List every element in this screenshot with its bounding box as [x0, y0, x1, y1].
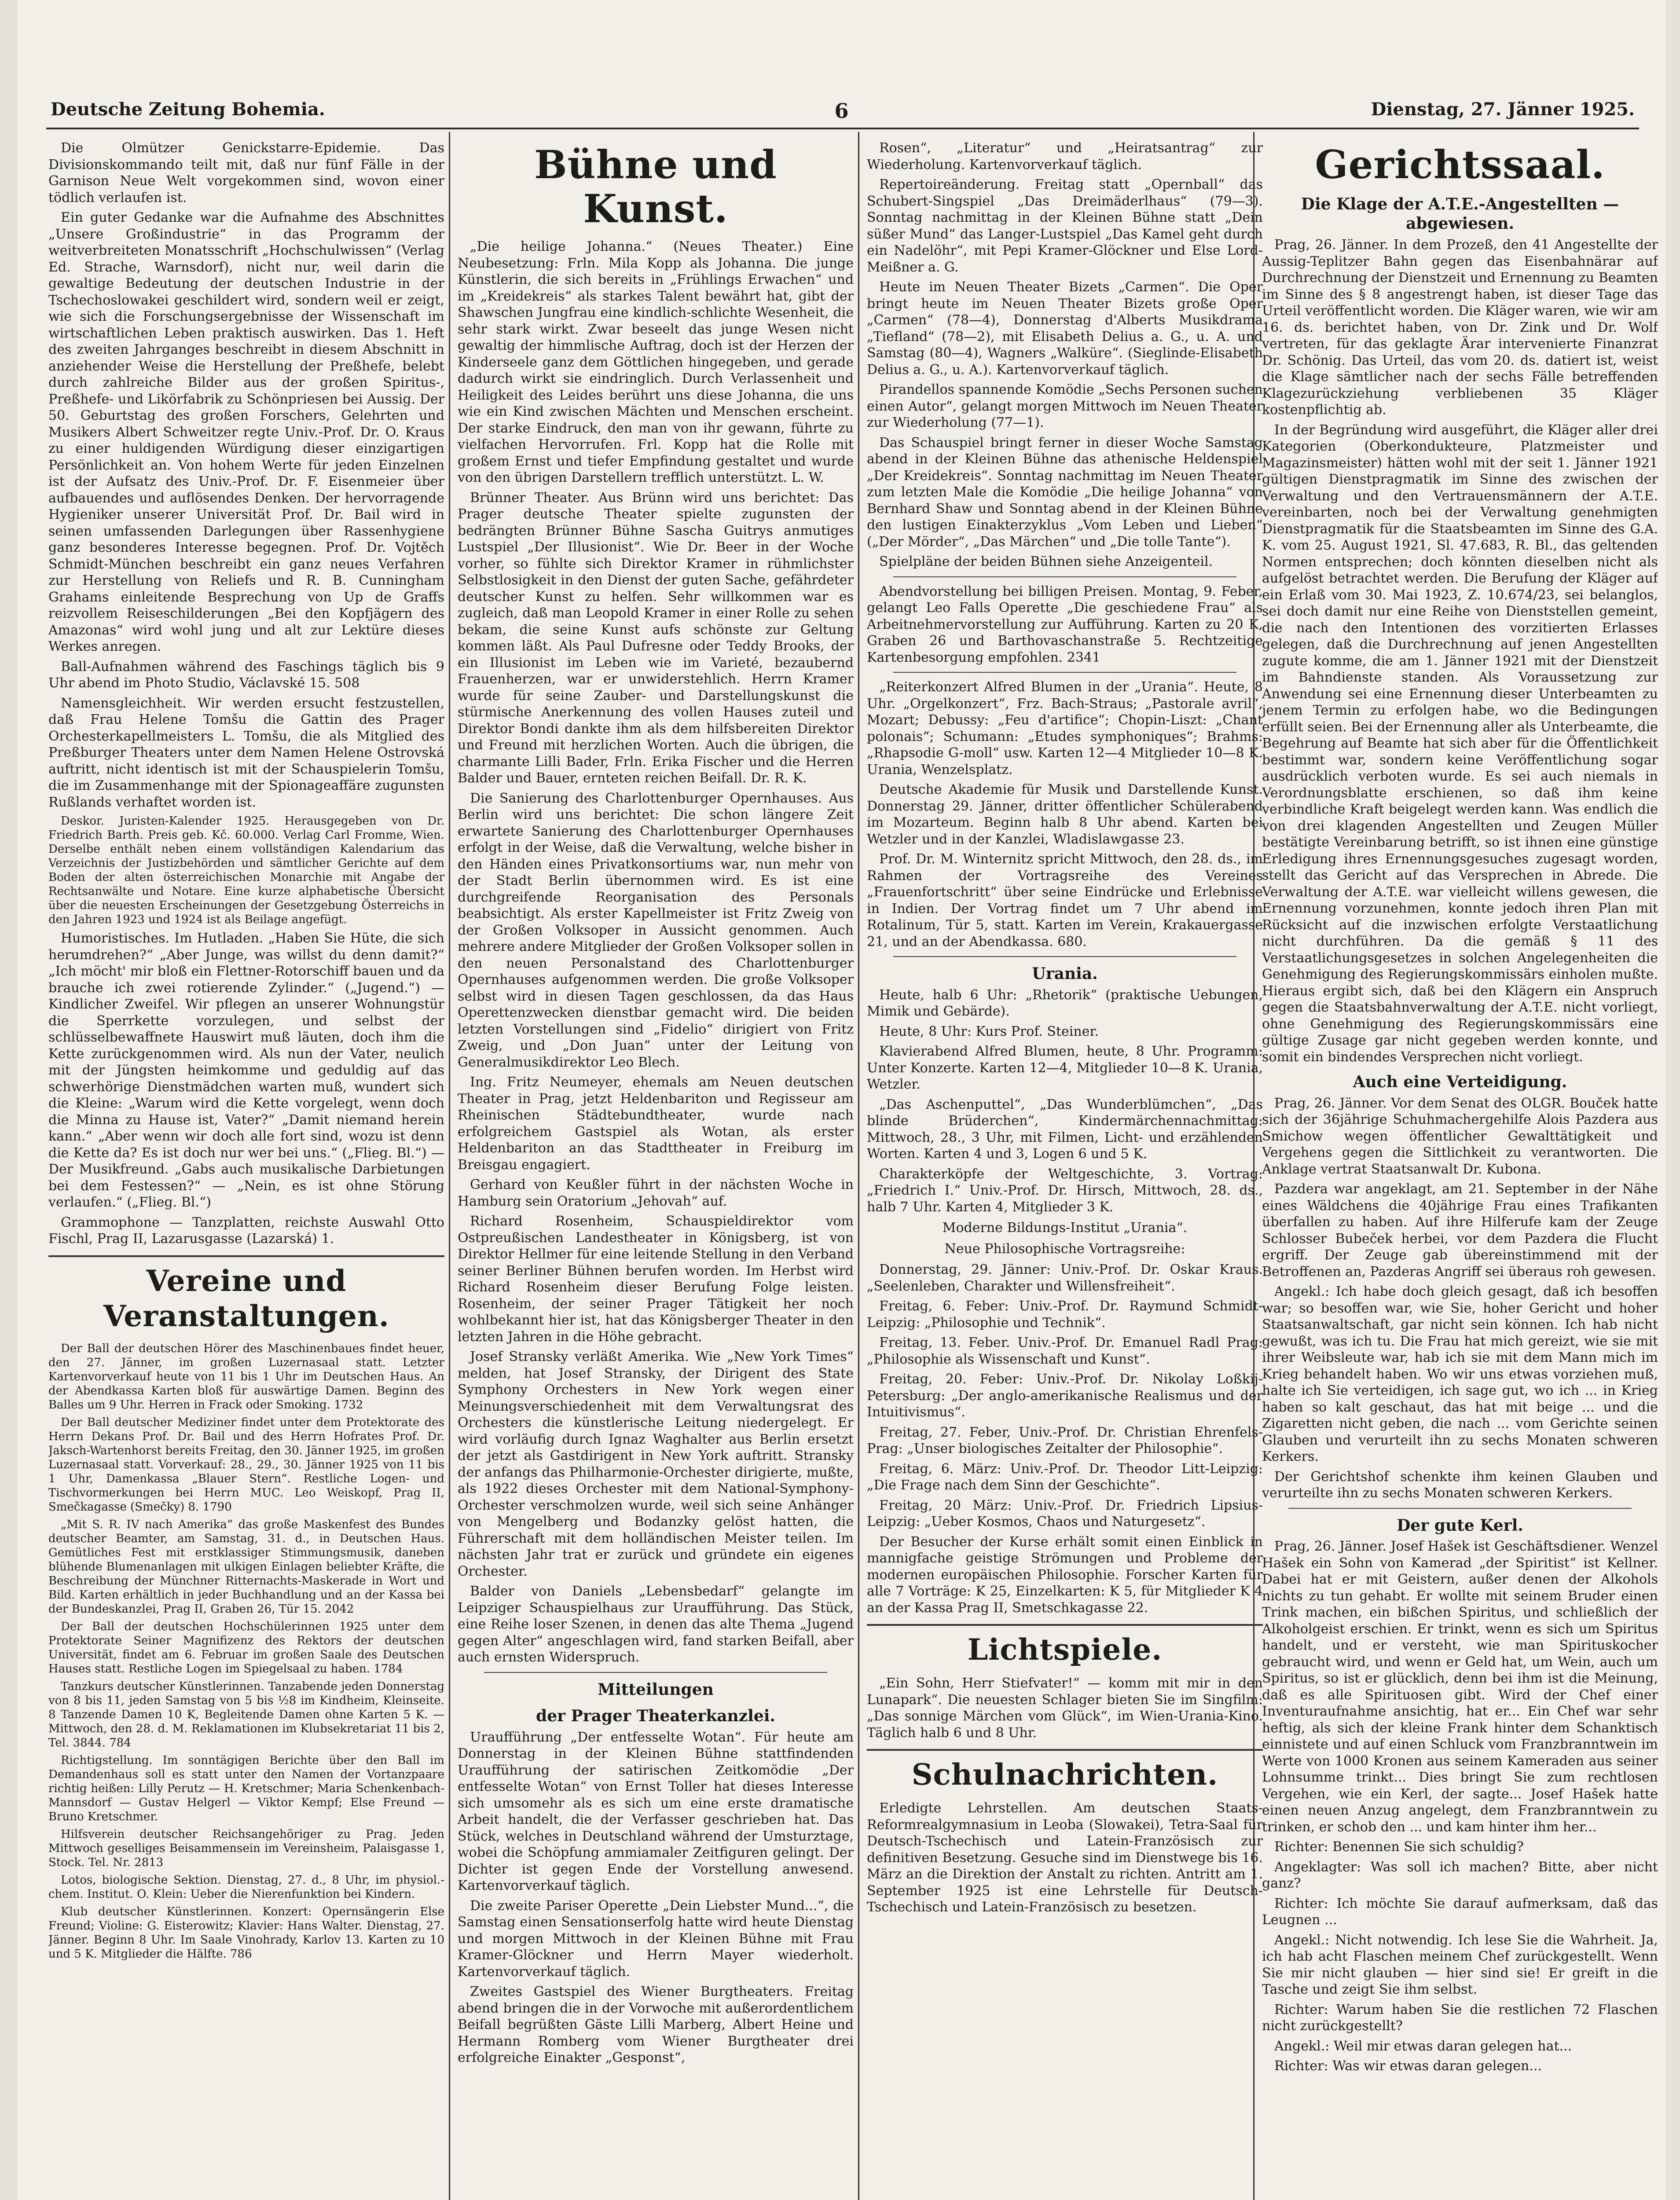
lecture-item: Freitag, 27. Feber, Univ.-Prof. Dr. Christian Ehrenfels-Prag: „Unser biologisches Zeitalter der Philosophie“. — [867, 1424, 1263, 1456]
column-divider — [449, 132, 450, 2200]
event-notice: „Mit S. R. IV nach Amerika“ das große Maskenfest des Bundes deutscher Beamter, am Samstag, 31. d., in Deutschen Haus. Gemütliches Fest mit erstklassiger Stimmungsmusik, daneben blühende Blumenanlagen mit ulkigen Einlagen beliebter Kräfte, die Beschreibung der Münchner Ritternachts-Maskerade in Wort und Bild. Karten erhältlich in jeder Buchhandlung und an der Kassa bei der Bundeskanzlei, Prag II, Graben 26, Tür 15. 2042 — [48, 1518, 444, 1616]
court-report: Prag, 26. Jänner. Vor dem Senat des OLGR. Bouček hatte sich der 36jährige Schuhmachergehilfe Alois Pazdera aus Smichow wegen öffentlicher Gewalttätigkeit und Vergehens gegen die Sittlichkeit zu verantworten. Die Anklage vertrat Staatsanwalt Dr. Kubona. — [1262, 1095, 1658, 1177]
section-rule — [48, 1255, 444, 1257]
urania-heading: Moderne Bildungs-Institut „Urania“. — [942, 1220, 1188, 1236]
court-report: Angekl.: Ich habe doch gleich gesagt, daß ich besoffen war; so besoffen war, wie Sie, hoher Gericht und hoher Staatsanwaltschaft, gar nicht sein können. Ich hab nicht gewußt, was ich tu. Die Frau hat mich gereizt, wie sie mit ihrer Weibsleute war, hab ich sie mit dem Mann mich im Krieg behandelt haben. Wo wir uns etwas vorziehen muß, halte ich Sie verteidigen, ich sage gut, wo ich ... in Krieg haben so kalt geschaut, das hat mit beige ... und die Zigaretten nicht geben, die nach ... vom Gerichte seinen Glauben und verurteilt ihn zu sechs Monaten schweren Kerkers. — [1262, 1284, 1658, 1464]
news-item: Josef Stransky verläßt Amerika. Wie „New York Times“ melden, hat Josef Stransky, der Dirigent des State Symphony Orchesters in New York wegen einer Meinungsverschiedenheit mit dem Verwaltungsrat des Orchesters die künstlerische Leitung niedergelegt. Er wird vorläufig durch Ignaz Waghalter aus Berlin ersetzt der jetzt als Gastdirigent in New York auftritt. Stransky der anfangs das Philharmonie-Orchester dirigierte, mußte, als 1922 dieses Orchester mit dem National-Symphony-Orchester verschmolzen wurde, weil sich seine Anhänger von Mengelberg und Bodanzky gelöst hatten, die Führerschaft mit dem holländischen Meister teilen. Im nächsten Jahr trat er zurück und gründete ein eigenes Orchester. — [458, 1349, 854, 1579]
column-1 — [48, 140, 444, 2200]
header-rule — [46, 128, 1639, 129]
lecture-item: Freitag, 13. Feber. Univ.-Prof. Dr. Emanuel Radl Prag: „Philosophie als Wissenschaft und Kunst“. — [867, 1335, 1263, 1367]
humor-item: Humoristisches. Im Hutladen. „Haben Sie Hüte, die sich herumdrehen?“ „Aber Junge, was willst du denn damit?“ „Ich möcht' mir bloß ein Flettner-Rotorschiff bauen und da brauche ich zwei rotierende Zylinder.“ („Jugend.“) — Kindlicher Zweifel. Wir pflegen an unserer Wohnungstür die Sperrkette vorzulegen, und selbst der schlüsselbewaffnete Hauswirt muß läuten, doch ihm die Kette zurückgenommen wird. Als nun der Vater, neulich mit der Jüngsten heimkomme und geduldig auf das schwerhörige Dienstmädchen warten muß, wundert sich die Kleine: „Warum wird die Kette vorgelegt, wenn doch die Minna zu Hause ist, Vater?“ „Damit niemand herein kann.“ „Aber wenn wir doch alle fort sind, wozu ist denn die Kette da? Es ist doch nur wer bei uns.“ („Flieg. Bl.“) — Der Musikfreund. „Gabs auch musikalische Darbietungen bei dem Festessen?“ — „Nein, es ist ohne Störung verlaufen.“ („Flieg. Bl.“) — [48, 931, 444, 1210]
lecture-item: Donnerstag, 29. Jänner: Univ.-Prof. Dr. Oskar Kraus. „Seelenleben, Charakter und Willensfreiheit“. — [867, 1262, 1263, 1294]
court-dialogue: Angekl.: Nicht notwendig. Ich lese Sie die Wahrheit. Ja, ich hab acht Flaschen meinem Chef zurückgestellt. Wenn Sie mir nicht glauben — hier sind sie! Er greift in die Tasche und zeigt Sie ihm selbst. — [1262, 1932, 1658, 1997]
section-title-buehne: Bühne und Kunst. — [534, 142, 777, 231]
news-item: Gerhard von Keußler führt in der nächsten Woche in Hamburg sein Oratorium „Jehovah“ auf. — [458, 1177, 854, 1209]
news-item: Ein guter Gedanke war die Aufnahme des Abschnittes „Unsere Großindustrie“ in das Programm der weitverbreiteten Monatsschrift „Hochschulwissen“ (Verlag Ed. Strache, Warnsdorf), nicht nur, weil darin die gewaltige Bedeutung der deutschen Industrie in der Tschechoslowakei geschildert wird, sondern weil er zeigt, wie sich die Forschungsergebnisse der Wissenschaft im wirtschaftlichen Leben praktisch auswirken. Das 1. Heft des zweiten Jahrganges beschreibt in diesem Abschnitt in anziehender Weise die Herstellung der Preßhefe, belebt durch zahlreiche Bilder aus der großen Spiritus-, Preßhefe- und Likörfabrik zu Schönpriesen bei Aussig. Der 50. Geburtstag des großen Forschers, Gelehrten und Musikers Albert Schweitzer regte Univ.-Prof. Dr. O. Kraus zu einer huldigenden Würdigung dieser einzigartigen Persönlichkeit an. Von hohem Werte für jeden Einzelnen ist der Aufsatz des Univ.-Prof. Dr. F. Eisenmeier über aufbauendes und auflösendes Denken. Der hervorragende Hygieniker unserer Universität Prof. Dr. Bail wird in seinen umfassenden Darlegungen über Rassenhygiene ganz besonderes Interesse begegnen. Prof. Dr. Vojtěch Schmidt-München beschreibt ein ganz neues Verfahren zur Herstellung von Reliefs und R. B. Cunningham Grahams einleitende Besprechung von Up de Graffs reizvollem Reiseschilderungen „Bei den Kopfjägern des Amazonas“ wird wohl jung und alt zur Lektüre dieses Werkes anregen. — [48, 210, 444, 654]
section-title-vereine: Vereine und Veranstaltungen. — [103, 1263, 389, 1333]
concert-notice: „Reiterkonzert Alfred Blumen in der „Urania“. Heute, 8 Uhr. „Orgelkonzert“, Frz. Bach-Straus; „Pastorale avril“, Mozart; Debussy: „Feu d'artifice“; Chopin-Liszt: „Chant polonais“; Schumann: „Etudes symphoniques“; Brahms: „Rhapsodie G-moll“ usw. Karten 12—4 Mitglieder 10—8 K. Urania, Wenzelsplatz. — [867, 679, 1263, 777]
concert-notice: Abendvorstellung bei billigen Preisen. Montag, 9. Feber, gelangt Leo Falls Operette „Die geschiedene Frau“ als Arbeitnehmervorstellung zur Aufführung. Karten zu 20 K, Graben 26 und Barthovaschanstraße 5. Rechtzeitige Kartenbesorgung empfohlen. 2341 — [867, 583, 1263, 665]
article-title: Der gute Kerl. — [1397, 1516, 1523, 1535]
urania-item: Heute, 8 Uhr: Kurs Prof. Steiner. — [879, 1023, 1099, 1039]
urania-item: Klavierabend Alfred Blumen, heute, 8 Uhr. Programm: Unter Konzerte. Karten 12—4, Mitglieder 10—8 K. Urania, Wetzler. — [867, 1044, 1263, 1092]
divider — [893, 576, 1236, 577]
event-notice: Der Ball der deutschen Hochschülerinnen 1925 unter dem Protektorate Seiner Magnifizenz des Rektors der deutschen Universität, findet am 6. Februar im großen Saale des Deutschen Hauses statt. Restliche Logen im Spiegelsaal zu haben. 1784 — [48, 1620, 444, 1676]
lecture-notice: Prof. Dr. M. Winternitz spricht Mittwoch, den 28. ds., im Rahmen der Vortragsreihe des Vereines „Frauenfortschritt“ über seine Eindrücke und Erlebnisse in Indien. Der Vortrag findet um 7 Uhr abend im Rotalinum, Tür 5, statt. Karten im Verein, Krakauergasse 21, und an der Abendkassa. 680. — [867, 851, 1263, 950]
court-report: In der Begründung wird ausgeführt, die Kläger aller drei Kategorien (Oberkondukteure, Platzmeister und Magazinsmeister) hätten wohl mit der seit 1. Jänner 1921 gültigen Dienstpragmatik im Sinne des zwischen der Verwaltung und den Vertrauensmännern der A.T.E. vereinbarten, noch bei der Verwaltung genehmigten Dienstpragmatik für die Staatsbeamten im Sinne des G.A. K. vom 25. August 1921, Sl. 47.683, R. Bl., das geltenden Normen entsprechen; doch könnten dieselben nicht als aufgelöst betrachtet werden. Die Berufung der Kläger auf ein Erlaß vom 30. Mai 1923, Z. 10.674/23, sei belanglos, sei doch damit nur eine Reihe von Dienststellen gemeint, die nach den Intentionen des vorzitierten Erlasses gelegen, daß die Durchrechnung auf jenen Angestellten zugute komme, die am 1. Jänner 1921 mit der Dienstzeit im Bahndienste standen. Als Voraussetzung zur Anwendung sei eine Ernennung dieser Unterbeamten zu jenem Termin zu erfolgen habe, wo die Bedingungen erfüllt seien. Bei der Ernennung aller als Unterbeamte, die Begehrung auf Beamte hat sich aber für die Öffentlichkeit bestimmt war, sondern keine Veröffentlichung sogar ausdrücklich verboten wurde. Es sei auch niemals in Verordnungsblatte erschienen, so daß ihm keine verbindliche Kraft beigelegt werden kann. Was endlich die von drei klagenden Angestellten und Zeugen Müller bestätigte Vereinbarung betrifft, so ist ihnen eine günstige Erledigung ihres Ernennungsgesuches zugesagt worden, stellt das Gericht auf das Versprechen in Abrede. Die Verwaltung der A.T.E. war vielleicht willens gewesen, die Ernennung vorzunehmen, konnte jedoch ihren Plan mit Rücksicht auf die inzwischen erfolgte Verstaatlichung nicht durchführen. Da die gemäß § 11 des Verstaatlichungsgesetzes in solchen Angelegenheiten die Genehmigung des Regierungskommissärs einholen mußte. Hieraus ergibt sich, daß bei den Klägern ein Anspruch gegen die Staatsbahnverwaltung der A.T.E. nicht vorliegt, ohne Genehmigung des Regierungskommissärs eine gültige Zusage gar nicht gegeben werden konnte, und somit ein bindendes Versprechen nicht vorliegt. — [1262, 422, 1658, 1065]
column-divider — [858, 132, 859, 2200]
news-item: Balder von Daniels „Lebensbedarf“ gelangte im Leipziger Schauspielhaus zur Uraufführung. Das Stück, eine Reihe loser Szenen, in denen das alte Thema „Jugend gegen Alter“ angeschlagen wird, fand starken Beifall, aber auch ernsten Widerspruch. — [458, 1584, 854, 1665]
court-dialogue: Angekl.: Weil mir etwas daran gelegen hat... — [1274, 2038, 1572, 2054]
event-notice: Hilfsverein deutscher Reichsangehöriger zu Prag. Jeden Mittwoch geselliges Beisammensein im Vereinsheim, Palaisgasse 1, Stock. Tel. Nr. 2813 — [48, 1827, 444, 1869]
newspaper-page — [18, 0, 1665, 2200]
article-title: Die Klage der A.T.E.-Angestellten — abgewiesen. — [1301, 195, 1619, 233]
divider — [1288, 1508, 1632, 1509]
theater-notice: Heute im Neuen Theater Bizets „Carmen“. Die Oper bringt heute im Neuen Theater Bizets große Oper „Carmen“ (78—4), Donnerstag d'Alberts Musikdrama „Tiefland“ (78—2), mit Elisabeth Delius a. G., u. A. und Samstag (80—4), Wagners „Walküre“. (Sieglinde-Elisabeth Delius a. G., u. A.). Kartenvorverkauf täglich. — [867, 279, 1263, 378]
theater-notice: Spielpläne der beiden Bühnen siehe Anzeigenteil. — [879, 554, 1213, 569]
court-report: Prag, 26. Jänner. Josef Hašek ist Geschäftsdiener. Wenzel Hašek ein Sohn von Kamerad „der Spiritist“ ist Kellner. Dabei hat er mit Geistern, außer denen der Alkohols nichts zu tun gehabt. Er wollte mit seinem Bruder einen Trink machen, ein bißchen Spiritus, und schließlich der Alkoholgeist erschien. Er trinkt, wenn es sich um Spiritus handelt, und er versteht, wie man Spirituskocher gebraucht wird, und wenn er Geld hat, um Wein, auch um Spiritus, so ist er glücklich, denn bei ihm ist die Meinung, daß es alle Spirituosen gibt. Wird der Chef einer Inventuraufnahme ansichtig, hat er... Ein Chef war sehr heftig, als sich der kleine Frank hinter dem Schanktisch einnistete und auf einen Schluck vom Franzbranntwein im Werte von 1000 Kronen aus seinem Kameraden aus seiner Lohnsumme trinkt... Dies bringt Sie zum rechtlosen Vergehen, wie ein Kerl, der sagte... Josef Hašek hatte einen neuen Anzug angelegt, dem Franzbranntwein zu trinken, er schob den ... und kam hinter ihm her... — [1262, 1539, 1658, 1835]
court-dialogue: Richter: Was wir etwas daran gelegen... — [1274, 2058, 1542, 2074]
event-notice: Tanzkurs deutscher Künstlerinnen. Tanzabende jeden Donnerstag von 8 bis 11, jeden Samstag von 5 bis ½8 im Kindheim, Kleinseite. 8 Tanzende Damen 10 K, Begleitende Damen ohne Karten 5 K. — Mittwoch, den 28. d. M. Reklamationen im Klubsekretariat 11 bis 2, Tel. 3844. 784 — [48, 1679, 444, 1749]
news-item: Die Sanierung des Charlottenburger Opernhauses. Aus Berlin wird uns berichtet: Die schon längere Zeit erwartete Sanierung des Charlottenburger Opernhauses erfolgt in der Weise, daß die Verwaltung, welche bisher in den Händen eines Privatkonsortiums war, nun mehr von der Stadt Berlin übernommen wird. Es ist eine durchgreifende Reorganisation des Personals beabsichtigt. Als erster Kapellmeister ist Fritz Zweig von der Großen Volksoper in Aussicht genommen. Auch mehrere andere Mitglieder der Großen Volksoper sollen in den neuen Personalstand des Charlottenburger Opernhauses aufgenommen werden. Die große Volksoper selbst wird in diesen Tagen geschlossen, da das Haus Operettenzwecken dienstbar gemacht wird. Die beiden letzten Vorstellungen sind „Fidelio“ dirigiert von Fritz Zweig, und „Don Juan“ unter der Leitung von Generalmusikdirektor Leo Blech. — [458, 790, 854, 1070]
advertisement: Grammophone — Tanzplatten, reichste Auswahl Otto Fischl, Prag II, Lazarusgasse (Lazarská) 1. — [48, 1214, 444, 1247]
cinema-notice: „Ein Sohn, Herr Stiefvater!“ — komm mit mir in den Lunapark“. Die neuesten Schlager bieten Sie im Singfilm: „Das sonnige Märchen vom Glück“, im Wien-Urania-Kino. Täglich halb 6 und 8 Uhr. — [867, 1676, 1263, 1741]
divider — [893, 672, 1236, 673]
lecture-item: Freitag, 6. Feber: Univ.-Prof. Dr. Raymund Schmidt-Leipzig: „Philosophie und Technik“. — [867, 1298, 1263, 1331]
court-report: Pazdera war angeklagt, am 21. September in der Nähe eines Wäldchens die 40jährige Frau eines Trafikanten überfallen zu haben. Auf ihre Hilferufe kam der Zeuge Schlosser Bubeček herbei, vor dem Pazdera die Flucht ergriff. Der Zeuge gab übereinstimmend mit der Betroffenen an, Pazderas Angriff sei überaus roh gewesen. — [1262, 1181, 1658, 1280]
theater-notice: Uraufführung „Der entfesselte Wotan“. Für heute am Donnerstag in der Kleinen Bühne stattfindenden Uraufführung der satirischen Zeitkomödie „Der entfesselte Wotan“ von Ernst Toller hat dieses Interesse sich umsomehr als es sich um eine erste dramatische Arbeit handelt, die der Verfasser geschrieben hat. Das Stück, welches in Deutschland während der Umsturztage, wobei die Schöpfung ammiamaler Zeitfiguren gelingt. Der Dichter ist gegen Ende der Vorstellung anwesend. Kartenvorverkauf täglich. — [458, 1729, 854, 1893]
issue-date: Dienstag, 27. Jänner 1925. — [1371, 99, 1635, 120]
urania-title: Urania. — [1032, 964, 1098, 983]
theater-notice: Das Schauspiel bringt ferner in dieser Woche Samstag abend in der Kleinen Bühne das athenische Heldenspiel „Der Kreidekreis“. Sonntag nachmittag im Neuen Theater zum letzten Male die Komödie „Die heilige Johanna“ von Bernhard Shaw und Sonntag abend in der Kleinen Bühne den lustigen Einakterzyklus „Vom Leben und Lieben“ („Der Mörder“, „Das Märchen“ und „Die tolle Tante“). — [867, 435, 1263, 550]
review-item: „Die heilige Johanna.“ (Neues Theater.) Eine Neubesetzung: Frln. Mila Kopp als Johanna. Die junge Künstlerin, die sich bereits in „Frühlings Erwachen“ und im „Kreidekreis“ als starkes Talent bewährt hat, gibt der Shawschen Jungfrau eine kindlich-schlichte Wesenheit, die sehr stark wirkt. Zwar beseelt das junge Wesen nicht gewaltig der himmlische Auftrag, doch ist der Herzen der Kinderseele ganz dem Göttlichen hingegeben, und gerade dadurch wirkt sie eindringlich. Durch Verlassenheit und Heiligkeit des Leides berührt uns diese Johanna, die uns wie ein Kind zwischen Mächten und Menschen erscheint. Der starke Eindruck, den man von ihr gewann, führte zu vielfachen Hervorrufen. Frl. Kopp hat die Rolle mit großem Ernst und tiefer Empfindung gestaltet und wurde von den übrigen Darstellern trefflich unterstützt. L. W. — [458, 239, 854, 485]
school-notice: Erledigte Lehrstellen. Am deutschen Staats-Reformrealgymnasium in Leoba (Slowakei), Tetra-Saal für Deutsch-Tschechisch und Latein-Französisch zur definitiven Besetzung. Gesuche sind im Dienstwege bis 16. März an die Direktion der Anstalt zu richten. Antritt am 1. September 1925 ist eine Lehrstelle für Deutsch-Tschechisch und Latein-Französisch zu besetzen. — [867, 1800, 1263, 1915]
column-3 — [867, 140, 1263, 2200]
divider — [893, 956, 1236, 957]
theater-notice: Pirandellos spannende Komödie „Sechs Personen suchen einen Autor“, gelangt morgen Mittwoch im Neuen Theater zur Wiederholung (77—1). — [867, 382, 1263, 430]
court-report: Der Gerichtshof schenkte ihm keinen Glauben und verurteilte ihn zu sechs Monaten schweren Kerkers. — [1262, 1469, 1658, 1501]
event-notice: Der Ball der deutschen Hörer des Maschinenbaues findet heuer, den 27. Jänner, im großen Luzernasaal statt. Letzter Kartenvorverkauf heute von 11 bis 1 Uhr im Deutschen Haus. An der Abendkassa Karten bloß für auswärtige Damen. Beginn des Balles um 9 Uhr. Herren in Frack oder Smoking. 1732 — [48, 1342, 444, 1412]
event-notice: Lotos, biologische Sektion. Dienstag, 27. d., 8 Uhr, im physiol.-chem. Institut. O. Klein: Ueber die Nierenfunktion bei Kindern. — [48, 1873, 444, 1901]
news-item: Die Olmützer Genickstarre-Epidemie. Das Divisionskommando teilt mit, daß nur fünf Fälle in der Garnison Neue Welt vorgekommen sind, wovon einer tödlich verlaufen ist. — [48, 140, 444, 205]
section-rule — [867, 1624, 1263, 1626]
urania-item: Charakterköpfe der Weltgeschichte, 3. Vortrag: „Friedrich I.“ Univ.-Prof. Dr. Hirsch, Mittwoch, 28. ds., halb 7 Uhr. Karten 4, Mitglieder 3 K. — [867, 1166, 1263, 1215]
lecture-item: Freitag, 20. Feber: Univ.-Prof. Dr. Nikolay Loßkij-Petersburg: „Der anglo-amerikanische Realismus und der Intuitivismus“. — [867, 1371, 1263, 1420]
divider — [484, 1672, 827, 1673]
court-dialogue: Richter: Benennen Sie sich schuldig? — [1274, 1839, 1524, 1855]
column-2 — [458, 140, 854, 2200]
event-notice: Klub deutscher Künstlerinnen. Konzert: Opernsängerin Else Freund; Violine: G. Eisterowitz; Klavier: Hans Walter. Dienstag, 27. Jänner. Beginn 8 Uhr. Im Saale Vinohrady, Karlov 13. Karten zu 10 und 5 K. Mitglieder die Hälfte. 786 — [48, 1905, 444, 1961]
section-title-gerichtssaal: Gerichtssaal. — [1315, 142, 1605, 187]
news-item: Richard Rosenheim, Schauspieldirektor vom Ostpreußischen Landestheater in Königsberg, ist von Direktor Hellmer für eine leitende Stellung in den Verband seiner Berliner Bühnen berufen worden. Im Herbst wird Richard Rosenheim dieser Berufung Folge leisten. Rosenheim, der seiner Prager Tätigkeit her noch wohlbekannt hier ist, hat das Königsberger Theater in den letzten Jahren in die Höhe gebracht. — [458, 1214, 854, 1345]
lecture-item: Freitag, 6. März: Univ.-Prof. Dr. Theodor Litt-Leipzig: „Die Frage nach dem Sinn der Geschichte“. — [867, 1461, 1263, 1493]
court-dialogue: Richter: Warum haben Sie die restlichen 72 Flaschen nicht zurückgestellt? — [1262, 2002, 1658, 2034]
section-title-schulnachrichten: Schulnachrichten. — [911, 1757, 1218, 1792]
court-dialogue: Angeklagter: Was soll ich machen? Bitte, aber nicht ganz? — [1262, 1859, 1658, 1891]
theater-notice: Rosen“, „Literatur“ und „Heiratsantrag“ zur Wiederholung. Kartenvorverkauf täglich. — [867, 140, 1263, 172]
urania-item: Heute, halb 6 Uhr: „Rhetorik“ (praktische Uebungen, Mimik und Gebärde). — [867, 987, 1263, 1019]
court-dialogue: Richter: Ich möchte Sie darauf aufmerksam, daß das Leugnen ... — [1262, 1896, 1658, 1928]
subsection-subtitle: der Prager Theaterkanzlei. — [536, 1706, 775, 1725]
court-report: Prag, 26. Jänner. In dem Prozeß, den 41 Angestellte der Aussig-Teplitzer Bahn gegen das Eisenbahnärar auf Durchrechnung der Dienstzeit und Ernennung zu Beamten im Sinne des § 8 angestrengt haben, ist dieser Tage das Urteil veröffentlicht worden. Die Kläger waren, wie wir am 16. ds. berichtet haben, von Dr. Zink und Dr. Wolf vertreten, für das geklagte Ärar intervenierte Finanzrat Dr. Schönig. Das Urteil, das vom 20. ds. datiert ist, weist die Klage sämtlicher nach der sechs Fälle betreffenden Klagezurückziehung verbliebenen 35 Kläger kostenpflichtig ab. — [1262, 237, 1658, 418]
review-item: Brünner Theater. Aus Brünn wird uns berichtet: Das Prager deutsche Theater spielte zugunsten der bedrängten Brünner Bühne Sascha Guitrys anmutiges Lustspiel „Der Illusionist“. Wie Dr. Beer in der Woche vorher, so fühlte sich Direktor Kramer in rühmlichster Selbstlosigkeit in den Dienst der guten Sache, gefährdeter deutscher Kunst zu helfen. Sehr willkommen war es zugleich, daß man Leopold Kramer in einer Rolle zu sehen bekam, die seine Kunst aufs schönste zur Geltung kommen läßt. Als Paul Dufresne oder Teddy Brooks, der ein Illusionist im Leben wie im Varieté, bezaubernd Frauenherzen, war er unwiderstehlich. Herrn Kramer wurde für seine Zauber- und Darstellungskunst die stürmische Anerkennung des vollen Hauses zuteil und Direktor Bondi dankte ihm als dem hilfsbereiten Direktor und Freund mit herzlichen Worten. Auch die übrigen, die charmante Lilli Bader, Frln. Erika Fischer und die Herren Balder und Bauer, ernteten reichen Beifall. Dr. R. K. — [458, 490, 854, 786]
subsection-title: Mitteilungen — [598, 1680, 714, 1699]
urania-item: „Das Aschenputtel“, „Das Wunderblümchen“, „Das blinde Brüderchen“, Kindermärchennachmittag: Mittwoch, 28., 3 Uhr, mit Filmen, Licht- und erzählenden Worten. Karten 4 und 3, Logen 6 und 5 K. — [867, 1096, 1263, 1162]
news-item: Namensgleichheit. Wir werden ersucht festzustellen, daß Frau Helene Tomšu die Gattin des Prager Orchesterkapellmeisters L. Tomšu, die als Mitglied des Preßburger Theaters unter dem Namen Helene Ostrovská auftritt, nicht identisch ist mit der Schauspielerin Tomšu, die im Zusammenhange mit der Spionageaffäre zugunsten Rußlands verhaftet worden ist. — [48, 695, 444, 810]
news-item: Ing. Fritz Neumeyer, ehemals am Neuen deutschen Theater in Prag, jetzt Heldenbariton und Regisseur am Rheinischen Städtebundtheater, wurde nach erfolgreichem Gastspiel als Wotan, als erster Heldenbariton an das Stadttheater in Freiburg im Breisgau engagiert. — [458, 1074, 854, 1173]
theater-notice: Die zweite Pariser Operette „Dein Liebster Mund...“, die Samstag einen Sensationserfolg hatte wird heute Dienstag und morgen Mittwoch in der Kleinen Bühne mit Frau Kramer-Glöckner und Herrn Mayer wiederholt. Kartenvorverkauf täglich. — [458, 1898, 854, 1980]
page-number: 6 — [834, 99, 849, 123]
section-title-lichtspiele: Lichtspiele. — [967, 1632, 1163, 1667]
masthead-title: Deutsche Zeitung Bohemia. — [51, 99, 325, 120]
concert-notice: Deutsche Akademie für Musik und Darstellende Kunst. Donnerstag 29. Jänner, dritter öffentlicher Schülerabend im Mozarteum. Beginn halb 8 Uhr abend. Karten bei Wetzler und in der Kanzlei, Wladislawgasse 23. — [867, 782, 1263, 847]
theater-notice: Repertoireänderung. Freitag statt „Opernball“ das Schubert-Singspiel „Das Dreimäderlhaus“ (79—3). Sonntag nachmittag in der Kleinen Bühne statt „Dein süßer Mund“ das Langer-Lustspiel „Das Kamel geht durch ein Nadelöhr“, mit Pepi Kramer-Glöckner und Else Lord-Meißner a. G. — [867, 177, 1263, 275]
book-notice: Deskor. Juristen-Kalender 1925. Herausgegeben von Dr. Friedrich Barth. Preis geb. Kč. 60.000. Verlag Carl Fromme, Wien. Derselbe enthält neben einem vollständigen Kalendarium das Verzeichnis der Justizbehörden und sämtlicher Gerichte auf dem Boden der alten österreichischen Monarchie mit Angabe der Rechtsanwälte und Notare. Eine kurze alphabetische Übersicht über die neuesten Erscheinungen der Gesetzgebung Österreichs in den Jahren 1923 und 1924 ist als Beilage angefügt. — [48, 814, 444, 926]
event-notice: Der Ball deutscher Mediziner findet unter dem Protektorate des Herrn Dekans Prof. Dr. Bail und des Herrn Hofrates Prof. Dr. Jaksch-Wartenhorst bereits Freitag, den 30. Jänner 1925, im großen Luzernasaal statt. Vorverkauf: 28., 29., 30. Jänner 1925 von 11 bis 1 Uhr, Damenkassa „Blauer Stern“. Restliche Logen- und Tischvormerkungen bei Herrn MUC. Leo Weiskopf, Prag II, Smečkagasse (Smečky) 8. 1790 — [48, 1415, 444, 1514]
urania-heading: Neue Philosophische Vortragsreihe: — [944, 1241, 1185, 1257]
article-title: Auch eine Verteidigung. — [1353, 1073, 1567, 1091]
event-notice: Richtigstellung. Im sonntägigen Berichte über den Ball im Demandenhaus soll es statt unter den Namen der Vortanzpaare richtig heißen: Lilly Perutz — H. Kretschmer; Maria Schenkenbach-Mannsdorf — Gustav Helgerl — Viktor Kempf; Else Freund — Bruno Kretschmer. — [48, 1753, 444, 1823]
lecture-item: Der Besucher der Kurse erhält somit einen Einblick in mannigfache geistige Strömungen und Probleme der modernen europäischen Philosophie. Forscher Karten für alle 7 Vorträge: K 25, Einzelkarten: K 5, für Mitglieder K 4 an der Kassa Prag II, Smetschkagasse 22. — [867, 1534, 1263, 1616]
lecture-item: Freitag, 20 März: Univ.-Prof. Dr. Friedrich Lipsius-Leipzig: „Ueber Kosmos, Chaos und Naturgesetz“. — [867, 1497, 1263, 1529]
theater-notice: Zweites Gastspiel des Wiener Burgtheaters. Freitag abend bringen die in der Vorwoche mit außerordentlichem Beifall begrüßten Gäste Lilli Marberg, Albert Heine und Hermann Romberg vom Wiener Burgtheater drei erfolgreiche Einakter „Gesponst“, — [458, 1984, 854, 2065]
section-rule — [867, 1749, 1263, 1751]
column-4 — [1262, 140, 1658, 2200]
advertisement: Ball-Aufnahmen während des Faschings täglich bis 9 Uhr abend im Photo Studio, Václavské 15. 508 — [48, 659, 444, 691]
